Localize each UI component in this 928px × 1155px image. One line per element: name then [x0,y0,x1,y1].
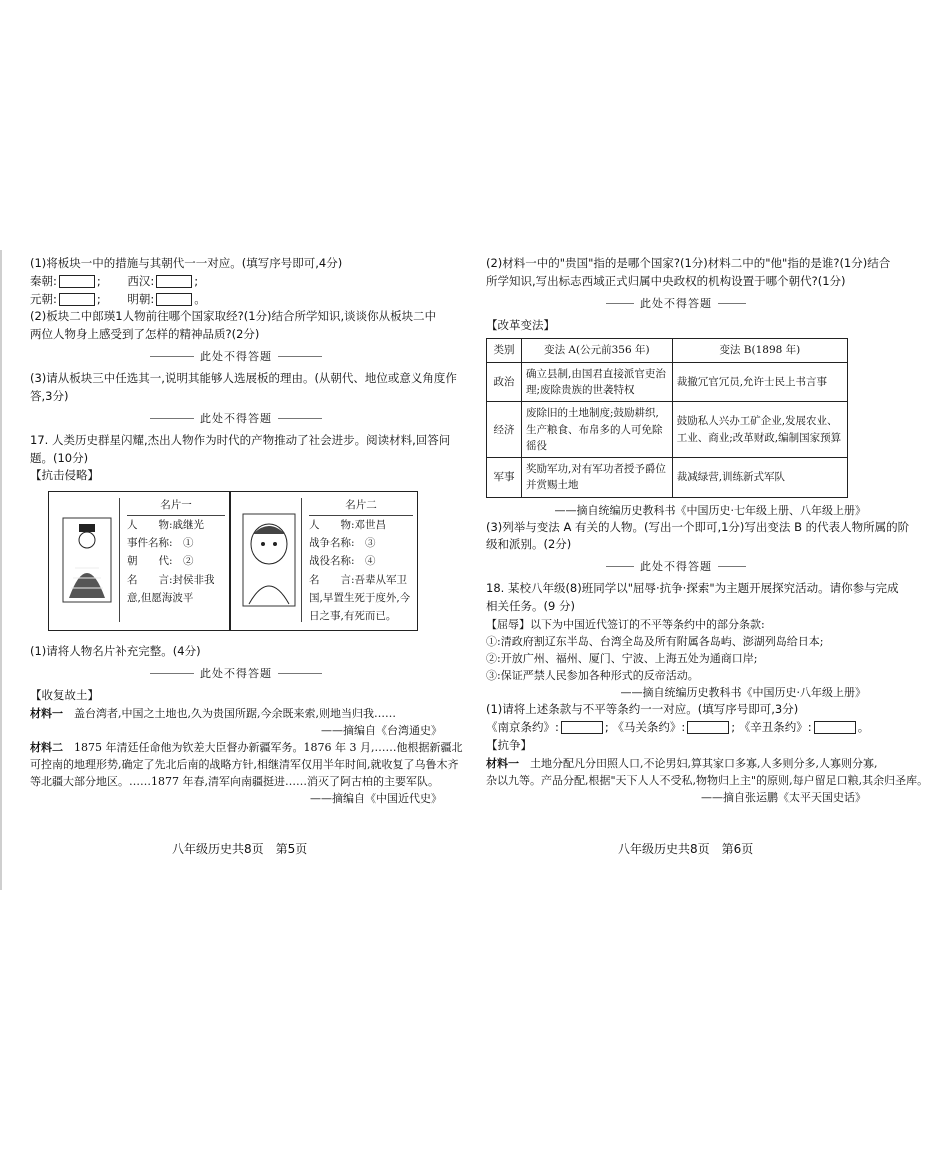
clause: ③:保证严禁人民参加各种形式的反帝活动。 [486,669,699,682]
q16-3a: (3)请从板块三中任选其一,说明其能够人选展板的理由。(从朝代、地位或意义角度作 [30,371,457,386]
answer-box-ming[interactable] [156,293,192,306]
card-war: 战争名称: ③ [309,536,376,549]
card-quote: 国,早置生死于度外,今 [309,592,411,604]
material-1: 材料一 土地分配凡分田照人口,不论男妇,算其家口多寡,人多则分多,人寡则分寡, [486,756,878,770]
table-row: 经济 废除旧的土地制度;鼓励耕织,生产粮食、布帛多的人可免除徭役 鼓励私人兴办工矿企业,发展农业、工业、商业;改革财政,编制国家预算 [487,402,848,458]
portrait-image [55,498,120,622]
clause-source: ——摘自统编历史教科书《中国历史·八年级上册》 [620,686,866,700]
table-source: ——摘自统编历史教科书《中国历史·七年级上册、八年级上册》 [554,503,866,517]
material-1: 材料一 盖台湾者,中国之土地也,久为贵国所踞,今余既来索,则地当归我…… [30,706,396,720]
card-event: 事件名称: ① [127,536,194,549]
person-cards [30,491,442,639]
card-battle: 战役名称: ④ [309,555,376,568]
section-resist: 【抗击侵略】 [30,468,99,483]
no-answer-divider: 此处不得答题 [30,410,442,428]
page-6 [486,255,928,806]
card-quote: 日之事,有死而已。 [309,610,397,623]
card-qi-jiguang [48,491,230,631]
answer-box-nanjing[interactable] [561,721,603,734]
q17a: 17. 人类历史群星闪耀,杰出人物作为时代的产物推动了社会进步。阅读材料,回答问 [30,432,451,447]
page-footer-5: 八年级历史共8页 第5页 [172,842,308,856]
material-2-source: ——摘编自《中国近代史》 [310,791,442,805]
card-title: 名片一 [127,496,225,515]
table-header-cell: 变法 A(公元前356 年) [522,339,673,362]
q16-4b: 所学知识,写出标志西域正式归属中央政权的机构设置于哪个朝代?(1分) [486,273,846,288]
q18b: 相关任务。(9 分) [486,599,575,614]
table-header-cell: 类别 [487,339,522,362]
q3b: 级和派别。(2分) [486,537,572,552]
no-answer-divider: 此处不得答题 [486,295,866,313]
material-2: 材料二 1875 年清廷任命他为钦差大臣督办新疆军务。1876 年 3 月,……他根据新疆北 [30,740,463,754]
material-1-line: 杂以九等。产品分配,根据"天下人人不受私,物物归上主"的原则,每户留足口粮,其余归圣库。 [486,773,928,787]
q3a: (3)列举与变法 A 有关的人物。(写出一个即可,1分)写出变法 B 的代表人物所属的阶 [486,519,910,534]
table-row: 政治 确立县制,由国君直接派官吏治理;废除贵族的世袭特权 裁撤冗官冗员,允许士民上书言事 [487,362,848,402]
answer-box-qin[interactable] [59,275,95,288]
q16-3b: 答,3分) [30,388,69,403]
treaty-row: 《南京条约》: ; 《马关条约》: ; 《辛丑条约》: 。 [486,719,870,734]
answer-box-xinchou[interactable] [814,721,856,734]
answer-box-yuan[interactable] [59,293,95,306]
material-1-source: ——摘编自《台湾通史》 [321,723,442,737]
page-5 [30,255,463,807]
material-2-line: 可控南的地理形势,确定了先北后南的战略方针,相继清军仅用半年时间,就收复了乌鲁木齐 [30,757,459,771]
q18-1: (1)请将上述条款与不平等条约一一对应。(填写序号即可,3分) [486,702,799,717]
q16-2a: (2)板块二中郎瑛1人物前往哪个国家取经?(1分)结合所学知识,谈谈你从板块二中 [30,309,437,324]
humiliation-intro: 【屈辱】以下为中国近代签订的不平等条约中的部分条款: [486,617,765,631]
dynasty-row-2: 元朝: ; 明朝: 。 [30,291,206,306]
card-person: 人 物:邓世昌 [309,518,387,531]
table-header-cell: 变法 B(1898 年) [672,339,847,362]
card-title: 名片二 [309,496,413,515]
reform-table [486,338,848,497]
card-quote: 名 言:封侯非我 [127,573,215,586]
clause: ①:清政府割辽东半岛、台湾全岛及所有附属各岛屿、澎湖列岛给日本; [486,634,824,648]
q17-1: (1)请将人物名片补充完整。(4分) [30,644,201,659]
answer-box-maguan[interactable] [687,721,729,734]
no-answer-divider: 此处不得答题 [30,348,442,366]
material-2-line: 等北疆大部分地区。……1877 年春,清军向南疆挺进……消灭了阿古柏的主要军队。 [30,774,439,788]
section-resist: 【抗争】 [486,737,532,752]
clause: ②:开放广州、福州、厦门、宁波、上海五处为通商口岸; [486,651,758,665]
card-deng-shichang [230,491,418,631]
material-1-source: ——摘自张运鹏《太平天国史话》 [701,790,866,804]
q18a: 18. 某校八年级(8)班同学以"屈辱·抗争·探索"为主题开展探究活动。请你参与完成 [486,581,899,596]
table-row: 军事 奖励军功,对有军功者授予爵位并赏赐土地 裁减绿营,训练新式军队 [487,458,848,498]
card-quote: 名 言:吾辈从军卫 [309,573,408,586]
no-answer-divider: 此处不得答题 [486,558,866,576]
scan-edge [0,250,2,890]
card-person: 人 物:戚继光 [127,518,205,531]
q16-4a: (2)材料一中的"贵国"指的是哪个国家?(1分)材料二中的"他"指的是谁?(1分)结合 [486,256,891,270]
table-header [487,339,848,362]
portrait-image [237,498,302,622]
card-dynasty: 朝 代: ② [127,555,194,568]
card-quote: 意,但愿海波平 [127,592,194,604]
dynasty-row-1: 秦朝: ; 西汉: ; [30,273,199,288]
no-answer-divider: 此处不得答题 [30,665,442,683]
q16-1: (1)将板块一中的措施与其朝代一一对应。(填写序号即可,4分) [30,256,343,270]
answer-box-xihan[interactable] [156,275,192,288]
page-footer-6: 八年级历史共8页 第6页 [618,842,754,856]
q16-2b: 两位人物身上感受到了怎样的精神品质?(2分) [30,327,260,342]
section-reform: 【改革变法】 [486,317,555,332]
q17b: 题。(10分) [30,450,89,465]
section-recover: 【收复故土】 [30,687,99,702]
